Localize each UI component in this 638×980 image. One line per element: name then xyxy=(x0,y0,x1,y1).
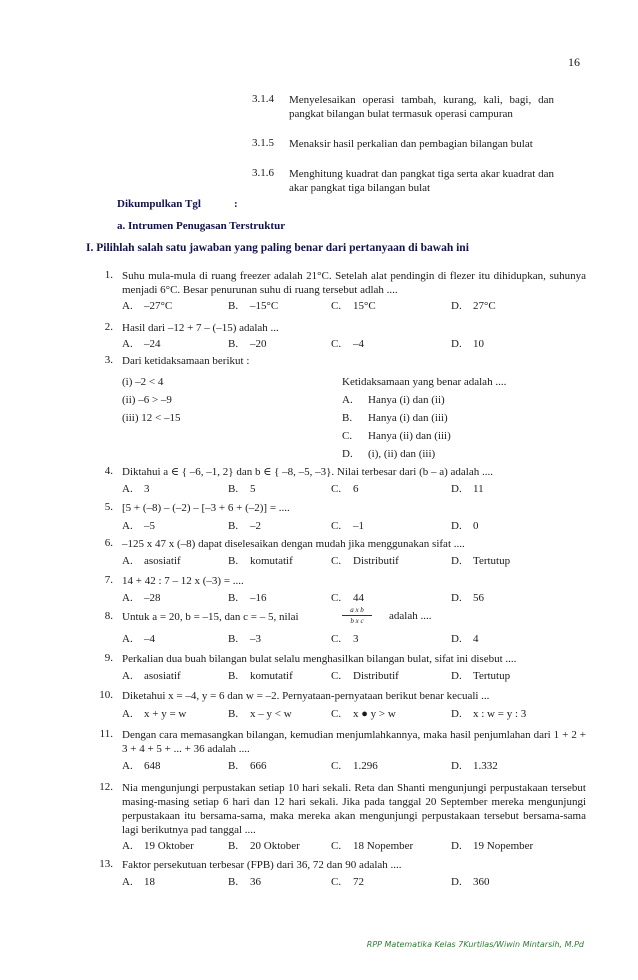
question-text: Dari ketidaksamaan berikut : xyxy=(122,355,250,367)
question-9 xyxy=(86,652,586,666)
option-c: C. 18 Nopember xyxy=(331,840,414,852)
options-q13 xyxy=(122,876,582,890)
option-c: C. Distributif xyxy=(331,670,399,682)
kd-number: 3.1.6 xyxy=(252,167,274,179)
option-d: D. 1.332 xyxy=(451,760,498,772)
collected-colon: : xyxy=(234,198,238,210)
option-a: A. asosiatif xyxy=(122,555,181,567)
collected-date-label: Dikumpulkan Tgl : xyxy=(117,198,238,210)
inequality-item: (i) –2 < 4 xyxy=(122,376,164,388)
question-10 xyxy=(86,689,586,703)
option-a: A. –27°C xyxy=(122,300,173,312)
inequality-item: (iii) 12 < –15 xyxy=(122,412,181,424)
option-a: A. 19 Oktober xyxy=(122,840,194,852)
option-a: A. –28 xyxy=(122,592,161,604)
option-d: D. 0 xyxy=(451,520,479,532)
question-text: Nia mengunjungi perpustakan setiap 10 hari sekali. Reta dan Shanti mengunjungi perpustakaan tersebut masing-masing setiap 6 hari dan 12 hari sekali. Jika pada tanggal 20 September mereka mengunjungi perpustakaan itu bersama-sama, maka mereka akan mengunjungi perpustakaan tersebut bersama-sama lagi berikutnya pad tanggal .... xyxy=(122,782,586,836)
option-d: D. (i), (ii) dan (iii) xyxy=(342,448,436,460)
option-d: D. 19 Nopember xyxy=(451,840,534,852)
question-number: 9. xyxy=(104,652,113,664)
options-q5 xyxy=(122,520,582,534)
question-text: Faktor persekutuan terbesar (FPB) dari 36, 72 dan 90 adalah .... xyxy=(122,859,402,871)
option-d: D. Tertutup xyxy=(451,555,511,567)
question-13 xyxy=(86,858,586,872)
option-b: B. 36 xyxy=(228,876,261,888)
options-q4 xyxy=(122,483,582,497)
question-12 xyxy=(86,781,586,839)
option-c: C. 72 xyxy=(331,876,364,888)
option-b: B. –16 xyxy=(228,592,267,604)
question-7 xyxy=(86,574,586,588)
instrument-title: a. Intrumen Penugasan Terstruktur xyxy=(117,220,286,232)
option-d: D. 11 xyxy=(451,483,484,495)
question-suffix: adalah .... xyxy=(389,610,432,622)
option-a: A. 18 xyxy=(122,876,155,888)
question-text: Diktahui a ∈ { –6, –1, 2} dan b ∈ { –8, –5, –3}. Nilai terbesar dari (b – a) adalah .... xyxy=(122,466,493,478)
option-a: A. –24 xyxy=(122,338,161,350)
option-b: B. 5 xyxy=(228,483,256,495)
option-b: B. x – y < w xyxy=(228,708,292,720)
option-b: B. –3 xyxy=(228,633,261,645)
option-b: B. komutatif xyxy=(228,670,293,682)
options-q8 xyxy=(122,633,582,647)
page-footer: RPP Matematika Kelas 7Kurtilas/Wiwin Mintarsih, M.Pd xyxy=(366,940,584,949)
options-q1 xyxy=(122,300,582,314)
option-c: C. Hanya (ii) dan (iii) xyxy=(342,430,451,442)
fraction-denominator: b x c xyxy=(350,617,364,625)
option-d: D. 27°C xyxy=(451,300,496,312)
kd-text: Menghitung kuadrat dan pangkat tiga serta akar kuadrat dan akar pangkat tiga bilangan bulat xyxy=(289,168,554,194)
option-b: B. Hanya (i) dan (iii) xyxy=(342,412,448,424)
inequality-item: (ii) –6 > –9 xyxy=(122,394,172,406)
question-text: Dengan cara memasangkan bilangan, kemudian menjumlahkannya, maka hasil penjumlahan dari 1 + 2 + 3 + 4 + 5 + ... + 36 adalah .... xyxy=(122,729,586,755)
question-3 xyxy=(86,354,586,368)
question-text: 14 + 42 : 7 – 12 x (–3) = .... xyxy=(122,575,244,587)
option-c: C. –4 xyxy=(331,338,364,350)
question-2 xyxy=(86,321,586,335)
question-number: 10. xyxy=(99,689,113,701)
question-number: 2. xyxy=(104,321,113,333)
option-c: C. Distributif xyxy=(331,555,399,567)
question-text: Perkalian dua buah bilangan bulat selalu menghasilkan bilangan bulat, sifat ini disebut .... xyxy=(122,653,517,665)
option-c: C. 1.296 xyxy=(331,760,378,772)
option-b: B. –15°C xyxy=(228,300,279,312)
question-text: Suhu mula-mula di ruang freezer adalah 21°C. Setelah alat pendingin di flezer itu dihidupkan, suhunya menjadi 6°C. Besar penurunan suhu di ruang tersebut adlah .... xyxy=(122,270,586,296)
options-q9 xyxy=(122,670,582,684)
question-number: 11. xyxy=(99,728,113,740)
option-d: D. 10 xyxy=(451,338,484,350)
question-number: 13. xyxy=(99,858,113,870)
option-b: B. –2 xyxy=(228,520,261,532)
question-11 xyxy=(86,728,586,758)
option-a: A. 648 xyxy=(122,760,161,772)
option-d: D. 360 xyxy=(451,876,490,888)
option-d: D. 4 xyxy=(451,633,479,645)
option-b: B. –20 xyxy=(228,338,267,350)
option-c: C. x ● y > w xyxy=(331,708,396,720)
kd-item xyxy=(252,167,554,197)
options-q11 xyxy=(122,760,582,774)
kd-number: 3.1.4 xyxy=(252,93,274,105)
page-number: 16 xyxy=(568,55,580,69)
question-text: Diketahui x = –4, y = 6 dan w = –2. Pernyataan-pernyataan berikut benar kecuali ... xyxy=(122,690,490,702)
options-q10 xyxy=(122,708,582,722)
question-number: 5. xyxy=(104,501,113,513)
question-1 xyxy=(86,269,586,299)
question-6 xyxy=(86,537,586,551)
kd-item xyxy=(252,93,554,137)
fraction-bar xyxy=(342,615,372,616)
question-4 xyxy=(86,465,586,479)
option-a: A. Hanya (i) dan (ii) xyxy=(342,394,445,406)
option-b: B. 20 Oktober xyxy=(228,840,300,852)
question-text: Hasil dari –12 + 7 – (–15) adalah ... xyxy=(122,322,279,334)
option-c: C. 3 xyxy=(331,633,359,645)
question-number: 1. xyxy=(104,269,113,281)
option-a: A. –5 xyxy=(122,520,155,532)
option-b: B. 666 xyxy=(228,760,267,772)
option-c: C. 44 xyxy=(331,592,364,604)
question-text: –125 x 47 x (–8) dapat diselesaikan dengan mudah jika menggunakan sifat .... xyxy=(122,538,465,550)
question-number: 4. xyxy=(104,465,113,477)
option-b: B. komutatif xyxy=(228,555,293,567)
kd-number: 3.1.5 xyxy=(252,137,274,149)
option-d: D. 56 xyxy=(451,592,484,604)
question-5 xyxy=(86,501,586,515)
option-a: A. x + y = w xyxy=(122,708,187,720)
question-number: 3. xyxy=(104,354,113,366)
fraction xyxy=(342,606,372,625)
fraction-numerator: a x b xyxy=(350,606,364,614)
question-number: 7. xyxy=(104,574,113,586)
question-prompt: Ketidaksamaan yang benar adalah .... xyxy=(342,376,507,388)
question-number: 8. xyxy=(104,610,113,622)
option-a: A. 3 xyxy=(122,483,150,495)
options-q12 xyxy=(122,840,582,854)
options-q7 xyxy=(122,592,582,606)
kd-text: Menyelesaikan operasi tambah, kurang, kali, bagi, dan pangkat bilangan bulat termasuk operasi campuran xyxy=(289,94,554,120)
question-text: [5 + (–8) – (–2) – [–3 + 6 + (–2)] = .... xyxy=(122,502,290,514)
question-number: 6. xyxy=(104,537,113,549)
option-c: C. 6 xyxy=(331,483,359,495)
option-d: D. Tertutup xyxy=(451,670,511,682)
kd-item xyxy=(252,137,554,167)
options-q2 xyxy=(122,338,582,352)
kd-text: Menaksir hasil perkalian dan pembagian bilangan bulat xyxy=(289,138,533,150)
question-text: Untuk a = 20, b = –15, dan c = – 5, nilai xyxy=(122,611,299,623)
option-a: A. asosiatif xyxy=(122,670,181,682)
question-number: 12. xyxy=(99,781,113,793)
question-8 xyxy=(86,610,586,624)
option-d: D. x : w = y : 3 xyxy=(451,708,527,720)
options-q6 xyxy=(122,555,582,569)
option-c: C. 15°C xyxy=(331,300,376,312)
section-title: I. Pilihlah salah satu jawaban yang paling benar dari pertanyaan di bawah ini xyxy=(86,242,469,254)
option-a: A. –4 xyxy=(122,633,155,645)
option-c: C. –1 xyxy=(331,520,364,532)
